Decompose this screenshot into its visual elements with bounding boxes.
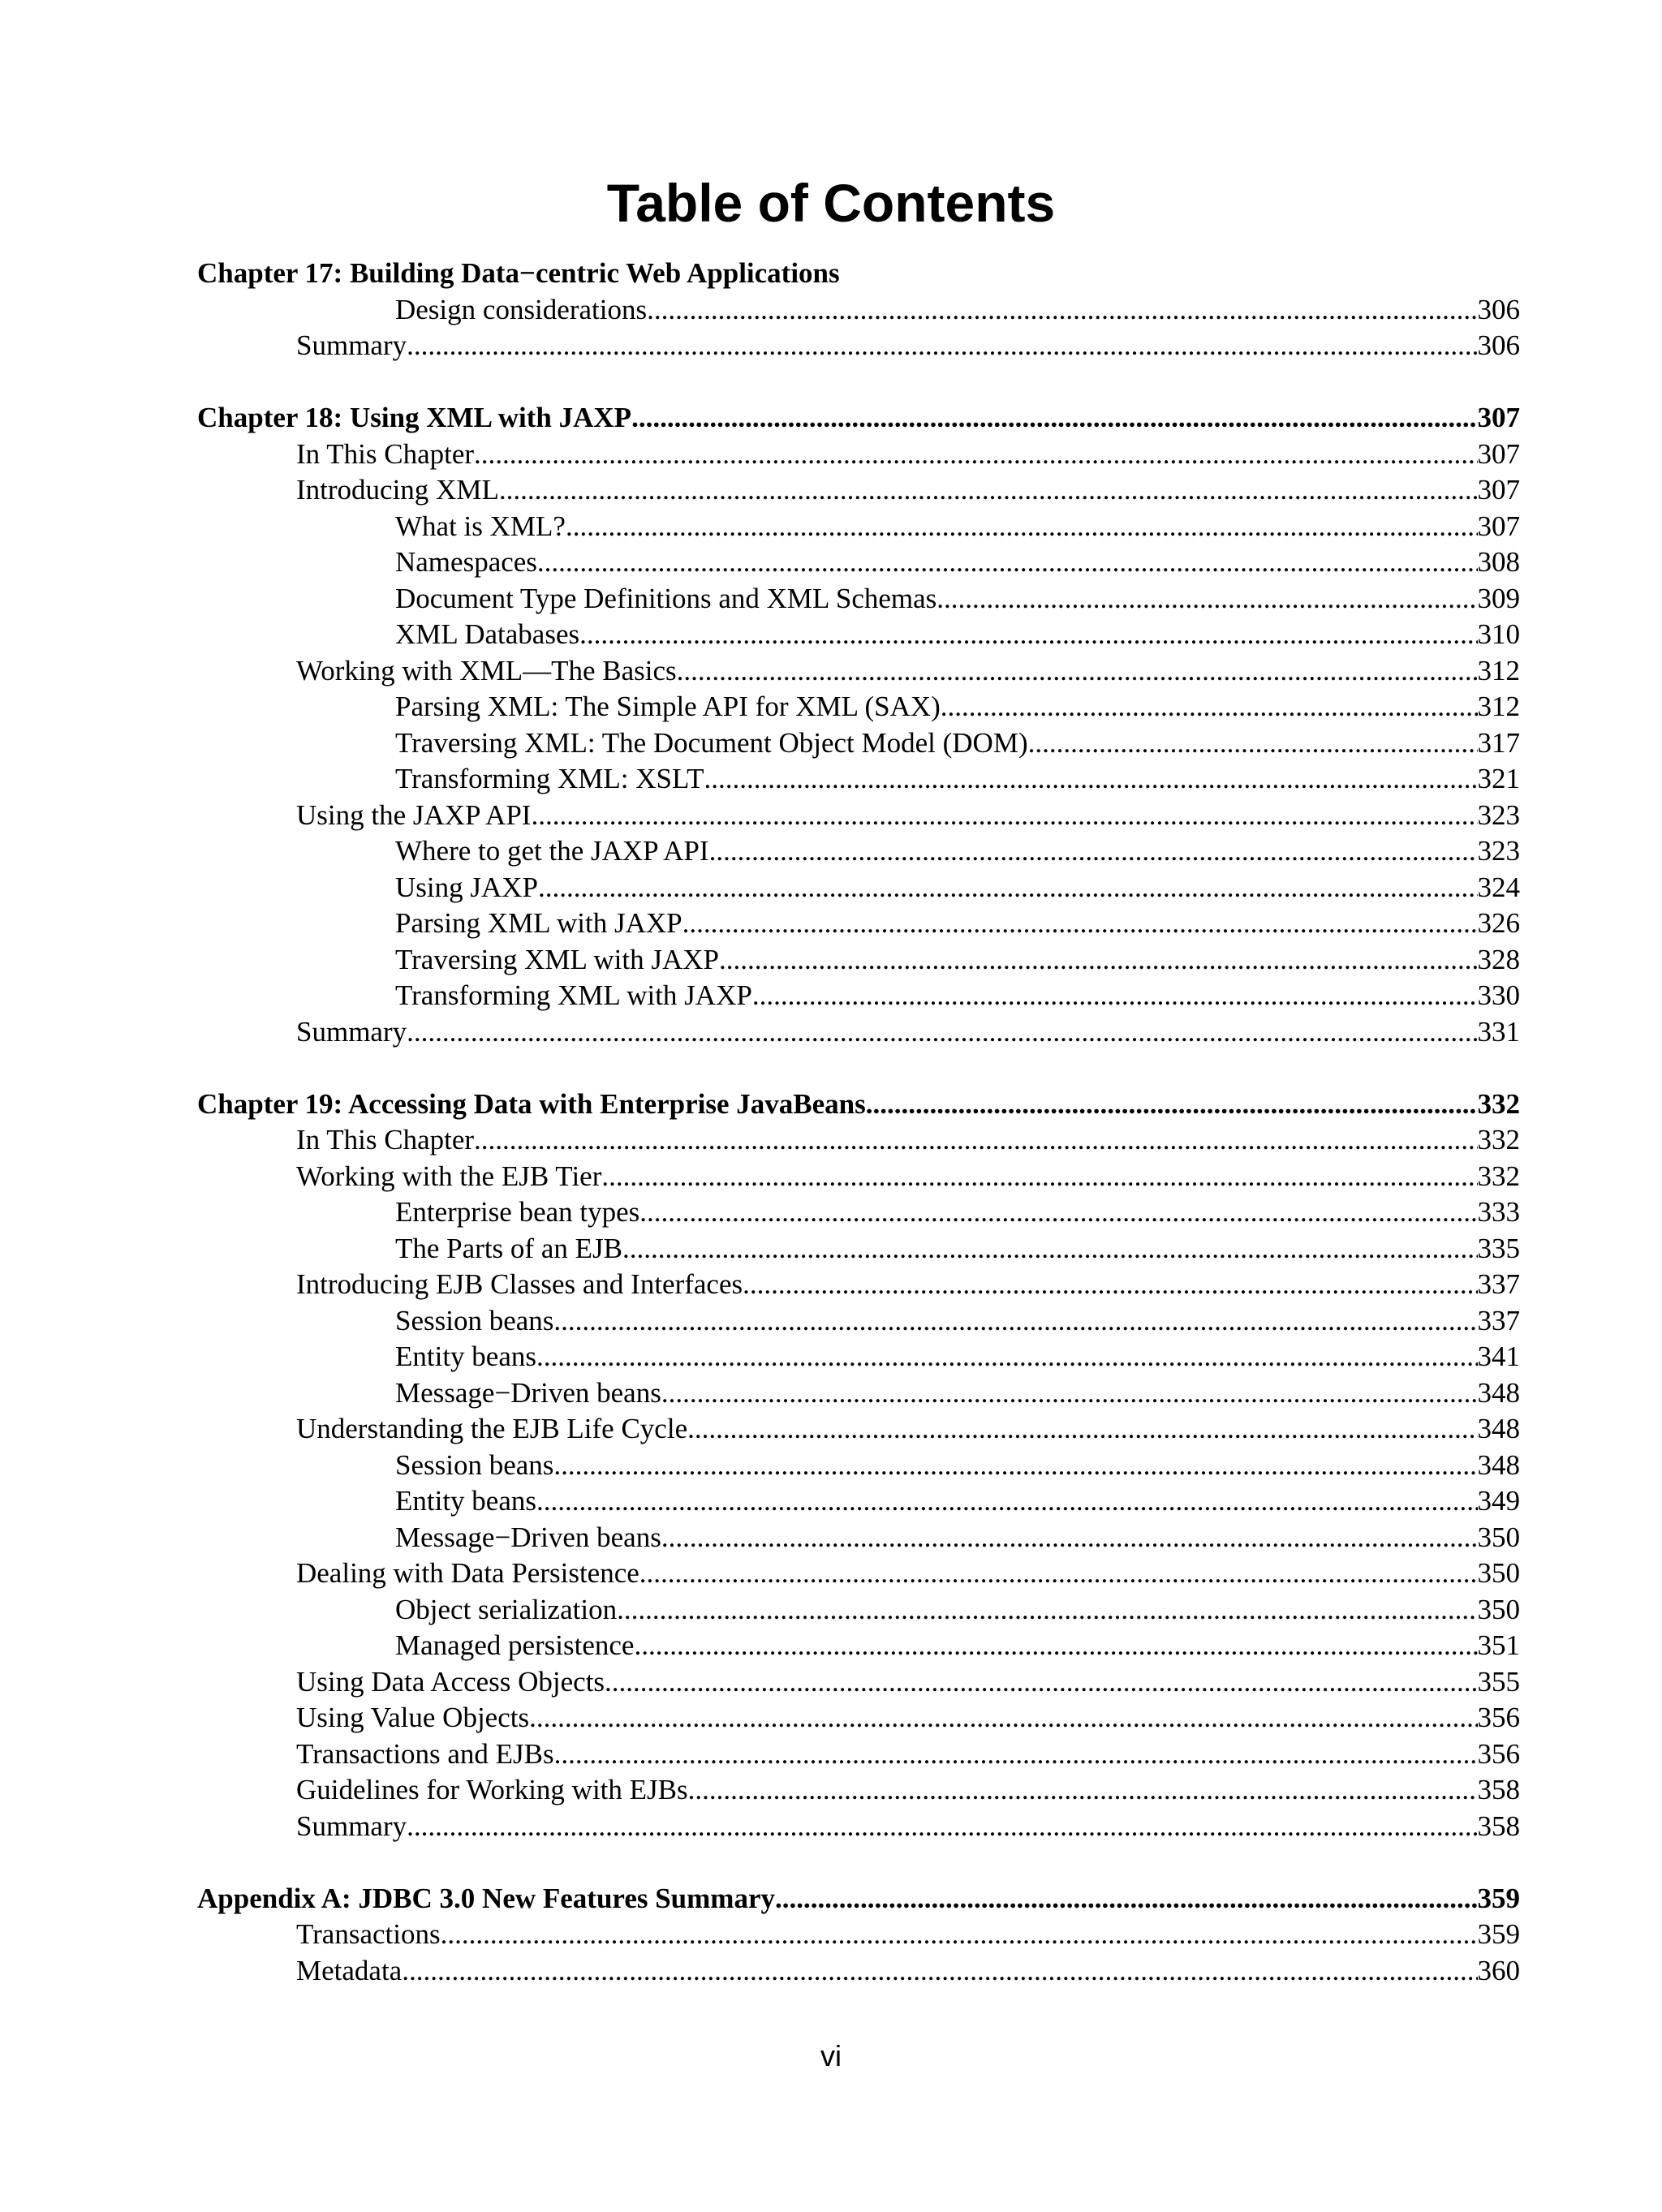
toc-entry[interactable] — [197, 581, 1520, 618]
toc-entry-title: Using JAXP — [395, 871, 539, 903]
dot-leader — [579, 617, 1477, 653]
toc-entry[interactable] — [197, 653, 1520, 690]
toc-entry[interactable] — [197, 1159, 1520, 1195]
dot-leader — [474, 437, 1477, 473]
toc-entry-title: In This Chapter — [296, 437, 475, 470]
dot-leader — [605, 1664, 1477, 1701]
toc-entry-title: Chapter 17: Building Data−centric Web Applications — [197, 257, 840, 289]
toc-entry-page-number: 350 — [1477, 1521, 1520, 1553]
toc-chapter-heading[interactable] — [197, 1087, 1520, 1123]
toc-entry[interactable] — [197, 1448, 1520, 1484]
toc-entry-page-number: 349 — [1477, 1485, 1520, 1517]
toc-entry-page-number: 307 — [1477, 474, 1520, 506]
dot-leader — [553, 1303, 1477, 1340]
toc-entry[interactable] — [197, 870, 1520, 906]
toc-entry-page-number: 351 — [1477, 1629, 1520, 1661]
toc-entry-page-number: 359 — [1477, 1918, 1520, 1950]
dot-leader — [647, 292, 1477, 329]
toc-entry[interactable] — [197, 1772, 1520, 1809]
dot-leader — [639, 1194, 1477, 1231]
toc-entry-page-number: 332 — [1477, 1087, 1520, 1120]
toc-entry[interactable] — [197, 978, 1520, 1014]
toc-entry[interactable] — [197, 472, 1520, 509]
dot-leader — [709, 833, 1478, 870]
toc-entry[interactable] — [197, 1339, 1520, 1375]
toc-entry-page-number: 337 — [1477, 1268, 1520, 1300]
toc-entry[interactable] — [197, 761, 1520, 798]
toc-entry[interactable] — [197, 1014, 1520, 1051]
dot-leader — [682, 906, 1478, 942]
toc-entry[interactable] — [197, 1303, 1520, 1340]
dot-leader — [407, 328, 1477, 364]
dot-leader — [529, 1700, 1477, 1736]
toc-entry[interactable] — [197, 1483, 1520, 1520]
toc-entry-page-number: 324 — [1477, 871, 1520, 903]
toc-entry-title: In This Chapter — [296, 1124, 475, 1155]
toc-entry-title: Managed persistence — [395, 1629, 635, 1661]
toc-entry[interactable] — [197, 1194, 1520, 1231]
toc-entry[interactable] — [197, 906, 1520, 942]
dot-leader — [687, 1411, 1477, 1448]
dot-leader — [936, 581, 1477, 618]
toc-entry[interactable] — [197, 1736, 1520, 1773]
dot-leader — [553, 1448, 1477, 1484]
toc-entry[interactable] — [197, 1592, 1520, 1629]
toc-entry-page-number: 337 — [1477, 1304, 1520, 1336]
toc-entry-title: What is XML? — [395, 510, 566, 542]
toc-entry-title: Introducing XML — [296, 474, 499, 506]
toc-entry-title: Message−Driven beans — [395, 1376, 661, 1409]
dot-leader — [775, 1881, 1478, 1917]
toc-entry[interactable] — [197, 725, 1520, 762]
toc-entry-title: Using the JAXP API — [296, 798, 532, 831]
toc-entry-page-number: 326 — [1477, 907, 1520, 939]
toc-entry[interactable] — [197, 1700, 1520, 1736]
dot-leader — [499, 472, 1478, 509]
toc-entry-title: Working with XML—The Basics — [296, 654, 677, 686]
toc-entry-page-number: 309 — [1477, 582, 1520, 614]
dot-leader — [402, 1953, 1477, 1990]
toc-entry-page-number: 306 — [1477, 329, 1520, 361]
toc-entry-title: Introducing EJB Classes and Interfaces — [296, 1268, 743, 1300]
toc-entry[interactable] — [197, 689, 1520, 725]
dot-leader — [617, 1592, 1477, 1629]
toc-entry-page-number: 307 — [1477, 402, 1520, 433]
toc-entry-page-number: 355 — [1477, 1665, 1520, 1698]
toc-entry-page-number: 350 — [1477, 1557, 1520, 1589]
toc-entry-page-number: 358 — [1477, 1774, 1520, 1805]
toc-entry-title: Appendix A: JDBC 3.0 New Features Summary — [197, 1882, 775, 1914]
toc-entry-title: Traversing XML: The Document Object Model (DOM) — [395, 726, 1028, 759]
toc-entry-title: Entity beans — [395, 1485, 536, 1517]
toc-entry-page-number: 323 — [1477, 835, 1520, 867]
toc-entry[interactable] — [197, 1917, 1520, 1953]
toc-entry-title: The Parts of an EJB — [395, 1232, 622, 1264]
toc-entry-page-number: 360 — [1477, 1954, 1520, 1986]
toc-entry-page-number: 335 — [1477, 1232, 1520, 1264]
toc-entry-title: Using Data Access Objects — [296, 1665, 605, 1698]
toc-entry-title: Transforming XML with JAXP — [395, 979, 752, 1011]
toc-entry[interactable] — [197, 1122, 1520, 1159]
toc-entry-title: Transactions and EJBs — [296, 1737, 554, 1770]
toc-entry-title: Chapter 19: Accessing Data with Enterprise JavaBeans — [197, 1087, 866, 1120]
toc-entry-page-number: 341 — [1477, 1341, 1520, 1372]
toc-entry-title: Design considerations — [395, 293, 648, 325]
dot-leader — [941, 689, 1478, 725]
toc-chapter-heading[interactable] — [197, 1881, 1520, 1917]
toc-entry-title: Summary — [296, 329, 407, 361]
toc-entry-title: Parsing XML with JAXP — [395, 907, 682, 939]
dot-leader — [704, 761, 1478, 798]
toc-entry[interactable] — [197, 292, 1520, 329]
toc-entry-title: Entity beans — [395, 1341, 536, 1372]
page-number: vi — [820, 2039, 842, 2072]
dot-leader — [537, 544, 1478, 581]
toc-entry-page-number: 306 — [1477, 293, 1520, 325]
toc-entry[interactable] — [197, 942, 1520, 979]
dot-leader — [719, 942, 1478, 979]
toc-entry-title: Dealing with Data Persistence — [296, 1557, 639, 1589]
toc-entry-page-number: 328 — [1477, 943, 1520, 975]
dot-leader — [407, 1809, 1477, 1845]
toc-entry-page-number: 321 — [1477, 763, 1520, 794]
toc-entry-title: XML Databases — [395, 618, 580, 650]
toc-entry-page-number: 350 — [1477, 1593, 1520, 1625]
toc-entry-title: Enterprise bean types — [395, 1196, 640, 1228]
toc-entry[interactable] — [197, 1953, 1520, 1990]
dot-leader — [474, 1122, 1477, 1159]
dot-leader — [566, 509, 1478, 545]
dot-leader — [622, 1231, 1478, 1267]
toc-entry-title: Guidelines for Working with EJBs — [296, 1774, 688, 1805]
toc-entry-title: Metadata — [296, 1954, 403, 1986]
dot-leader — [866, 1087, 1478, 1123]
page-title: Table of Contents — [606, 173, 1056, 233]
dot-leader — [688, 1772, 1478, 1809]
toc-entry-title: Understanding the EJB Life Cycle — [296, 1413, 688, 1444]
dot-leader — [536, 1339, 1478, 1375]
toc-entry-page-number: 323 — [1477, 798, 1520, 831]
toc-entry[interactable] — [197, 544, 1520, 581]
toc-entry-page-number: 333 — [1477, 1196, 1520, 1228]
toc-entry-page-number: 307 — [1477, 510, 1520, 542]
dot-leader — [407, 1014, 1477, 1051]
table-of-contents — [197, 256, 1520, 1989]
toc-entry-title: Traversing XML with JAXP — [395, 943, 719, 975]
toc-entry-page-number: 356 — [1477, 1737, 1520, 1770]
toc-entry-title: Namespaces — [395, 546, 537, 578]
toc-entry-title: Object serialization — [395, 1593, 618, 1625]
toc-entry-title: Working with the EJB Tier — [296, 1160, 602, 1192]
toc-entry[interactable] — [197, 833, 1520, 870]
toc-entry-title: Where to get the JAXP API — [395, 835, 709, 867]
toc-entry[interactable] — [197, 1664, 1520, 1701]
toc-entry[interactable] — [197, 1809, 1520, 1845]
toc-entry[interactable] — [197, 1628, 1520, 1664]
toc-entry-page-number: 348 — [1477, 1376, 1520, 1409]
toc-entry-title: Summary — [296, 1810, 407, 1842]
toc-entry-page-number: 310 — [1477, 618, 1520, 650]
toc-entry-page-number: 332 — [1477, 1124, 1520, 1155]
toc-entry-title: Message−Driven beans — [395, 1521, 661, 1553]
dot-leader — [1028, 725, 1478, 762]
toc-entry[interactable] — [197, 798, 1520, 834]
toc-entry[interactable] — [197, 1375, 1520, 1412]
dot-leader — [601, 1159, 1477, 1195]
toc-entry-page-number: 317 — [1477, 726, 1520, 759]
dot-leader — [536, 1483, 1478, 1520]
dot-leader — [554, 1736, 1478, 1773]
dot-leader — [743, 1267, 1477, 1303]
toc-entry-title: Session beans — [395, 1448, 554, 1481]
toc-entry-page-number: 330 — [1477, 979, 1520, 1011]
toc-entry-page-number: 359 — [1477, 1882, 1520, 1914]
toc-entry-title: Transactions — [296, 1918, 441, 1950]
toc-entry-title: Parsing XML: The Simple API for XML (SAX) — [395, 691, 941, 722]
dot-leader — [441, 1917, 1478, 1953]
dot-leader — [752, 978, 1478, 1014]
toc-entry-title: Transforming XML: XSLT — [395, 763, 704, 794]
dot-leader — [661, 1520, 1478, 1556]
dot-leader — [639, 1556, 1478, 1592]
toc-entry[interactable] — [197, 1411, 1520, 1448]
toc-entry[interactable] — [197, 509, 1520, 545]
toc-entry-page-number: 308 — [1477, 546, 1520, 578]
toc-entry-page-number: 348 — [1477, 1413, 1520, 1444]
toc-entry[interactable] — [197, 617, 1520, 653]
toc-entry[interactable] — [197, 1520, 1520, 1556]
toc-entry-page-number: 312 — [1477, 654, 1520, 686]
toc-entry-title: Chapter 18: Using XML with JAXP — [197, 402, 632, 433]
dot-leader — [538, 870, 1477, 906]
toc-entry-page-number: 331 — [1477, 1015, 1520, 1048]
toc-entry[interactable] — [197, 437, 1520, 473]
toc-entry[interactable] — [197, 328, 1520, 364]
toc-entry-page-number: 358 — [1477, 1810, 1520, 1842]
dot-leader — [677, 653, 1478, 690]
toc-entry[interactable] — [197, 1231, 1520, 1267]
dot-leader — [531, 798, 1477, 834]
toc-entry-title: Using Value Objects — [296, 1702, 530, 1733]
toc-entry-title: Document Type Definitions and XML Schemas — [395, 582, 937, 614]
toc-entry-page-number: 356 — [1477, 1702, 1520, 1733]
toc-entry-page-number: 348 — [1477, 1448, 1520, 1481]
toc-entry-title: Session beans — [395, 1304, 554, 1336]
toc-entry-page-number: 332 — [1477, 1160, 1520, 1192]
dot-leader — [661, 1375, 1478, 1412]
dot-leader — [631, 400, 1477, 437]
dot-leader — [634, 1628, 1477, 1664]
toc-chapter-heading[interactable] — [197, 256, 1520, 292]
toc-entry-title: Summary — [296, 1015, 407, 1048]
toc-entry[interactable] — [197, 1267, 1520, 1303]
toc-entry[interactable] — [197, 1556, 1520, 1592]
toc-chapter-heading[interactable] — [197, 400, 1520, 437]
toc-entry-page-number: 307 — [1477, 437, 1520, 470]
toc-entry-page-number: 312 — [1477, 691, 1520, 722]
